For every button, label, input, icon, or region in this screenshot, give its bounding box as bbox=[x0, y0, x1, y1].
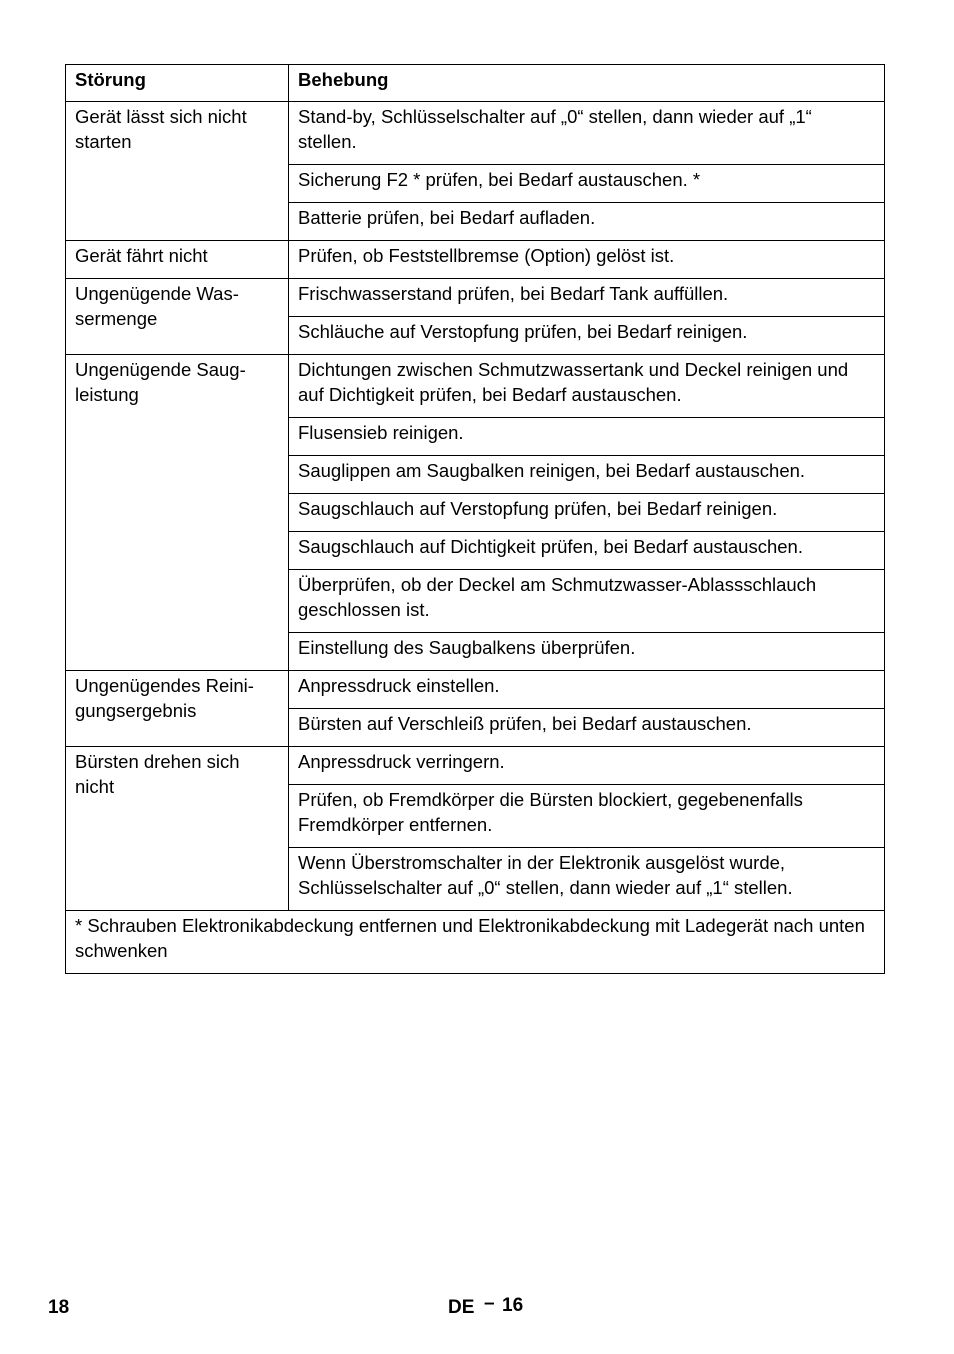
header-behebung: Behebung bbox=[289, 65, 885, 102]
section-page-number: 16 bbox=[502, 1295, 524, 1316]
table-header-row bbox=[66, 65, 885, 102]
remedy-cell: Anpressdruck einstellen. bbox=[289, 671, 885, 709]
fault-cell: Ungenügende Saug-leistung bbox=[66, 355, 289, 671]
remedy-cell: Sauglippen am Saugbalken reinigen, bei Bedarf austauschen. bbox=[289, 456, 885, 494]
troubleshooting-table bbox=[65, 64, 885, 974]
remedy-cell: Batterie prüfen, bei Bedarf aufladen. bbox=[289, 203, 885, 241]
remedy-cell: Saugschlauch auf Dichtigkeit prüfen, bei Bedarf austauschen. bbox=[289, 532, 885, 570]
remedy-cell: Flusensieb reinigen. bbox=[289, 418, 885, 456]
table-row bbox=[66, 241, 885, 279]
remedy-cell: Bürsten auf Verschleiß prüfen, bei Bedarf austauschen. bbox=[289, 709, 885, 747]
table-row bbox=[66, 102, 885, 165]
table-row bbox=[66, 747, 885, 785]
remedy-cell: Saugschlauch auf Verstopfung prüfen, bei Bedarf reinigen. bbox=[289, 494, 885, 532]
remedy-cell: Einstellung des Saugbalkens überprüfen. bbox=[289, 633, 885, 671]
page-number: 18 bbox=[48, 1297, 70, 1318]
remedy-cell: Prüfen, ob Feststellbremse (Option) gelöst ist. bbox=[289, 241, 885, 279]
fault-cell: Gerät lässt sich nicht starten bbox=[66, 102, 289, 241]
remedy-cell: Stand-by, Schlüsselschalter auf „0“ stellen, dann wieder auf „1“ stellen. bbox=[289, 102, 885, 165]
table-row bbox=[66, 279, 885, 317]
fault-cell: Bürsten drehen sich nicht bbox=[66, 747, 289, 911]
remedy-cell: Schläuche auf Verstopfung prüfen, bei Bedarf reinigen. bbox=[289, 317, 885, 355]
remedy-cell: Prüfen, ob Fremdkörper die Bürsten blockiert, gegebenenfalls Fremdkörper entfernen. bbox=[289, 785, 885, 848]
remedy-cell: Frischwasserstand prüfen, bei Bedarf Tank auffüllen. bbox=[289, 279, 885, 317]
remedy-cell: Dichtungen zwischen Schmutzwassertank und Deckel reinigen und auf Dichtigkeit prüfen, bei Bedarf austauschen. bbox=[289, 355, 885, 418]
fault-cell: Gerät fährt nicht bbox=[66, 241, 289, 279]
fault-cell: Ungenügende Was-sermenge bbox=[66, 279, 289, 355]
remedy-cell: Anpressdruck verringern. bbox=[289, 747, 885, 785]
table-row bbox=[66, 671, 885, 709]
footnote-cell: * Schrauben Elektronikabdeckung entfernen und Elektronikabdeckung mit Ladegerät nach unten schwenken bbox=[66, 911, 885, 974]
language-code: DE bbox=[448, 1297, 475, 1318]
footnote-row bbox=[66, 911, 885, 974]
header-stoerung: Störung bbox=[66, 65, 289, 102]
remedy-cell: Sicherung F2 * prüfen, bei Bedarf austauschen. * bbox=[289, 165, 885, 203]
remedy-cell: Überprüfen, ob der Deckel am Schmutzwasser-Ablassschlauch geschlossen ist. bbox=[289, 570, 885, 633]
table-row bbox=[66, 355, 885, 418]
remedy-cell: Wenn Überstromschalter in der Elektronik ausgelöst wurde, Schlüsselschalter auf „0“ stellen, dann wieder auf „1“ stellen. bbox=[289, 848, 885, 911]
footer-dash: – bbox=[484, 1293, 495, 1314]
fault-cell: Ungenügendes Reini-gungsergebnis bbox=[66, 671, 289, 747]
